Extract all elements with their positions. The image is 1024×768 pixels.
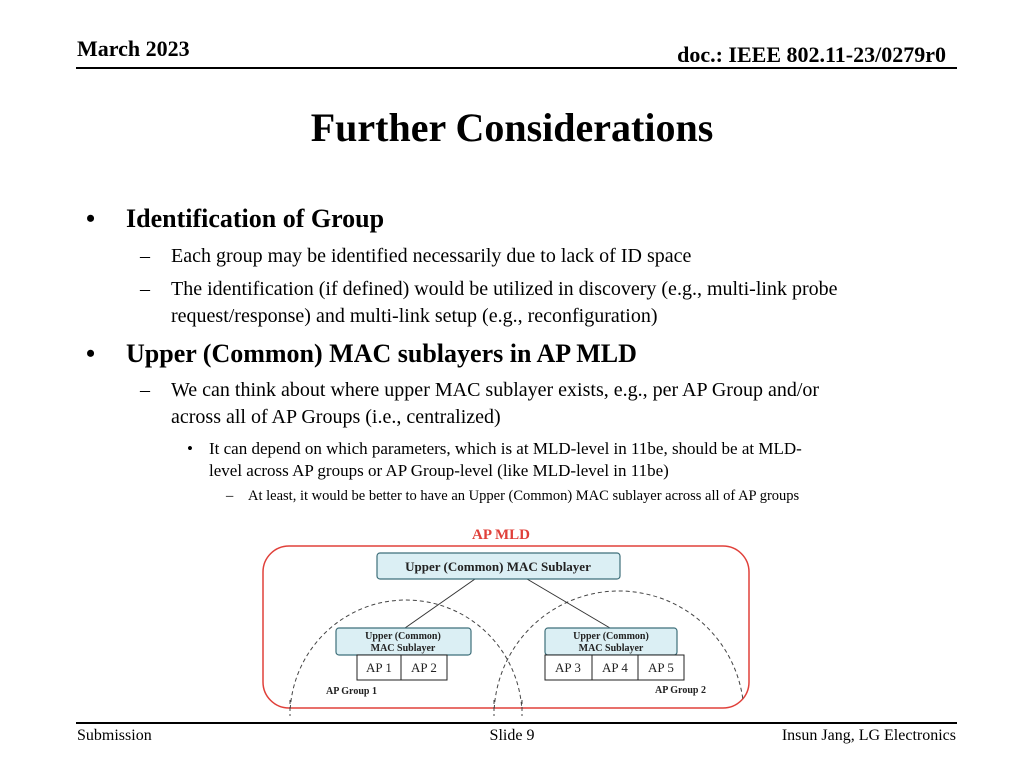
header-date: March 2023 — [77, 36, 190, 61]
slide-title: Further Considerations — [310, 105, 714, 150]
top-upper-mac-sublayer-label: Upper (Common) MAC Sublayer — [405, 559, 591, 574]
ap-mld-label: AP MLD — [472, 527, 530, 543]
connector-line — [527, 579, 610, 628]
ap-5-label: AP 5 — [648, 660, 674, 675]
subsub-bullet-marker: • — [187, 439, 193, 458]
sub-bullet-id-space: Each group may be identified necessarily due to lack of ID space — [171, 245, 692, 267]
sub-bullet-upper-mac-line1: We can think about where upper MAC sublayer exists, e.g., per AP Group and/or — [171, 379, 820, 401]
group-2-sublayer-line1: Upper (Common) — [573, 631, 649, 642]
ap-3-label: AP 3 — [555, 660, 581, 675]
bullet-upper-mac-sublayers: Upper (Common) MAC sublayers in AP MLD — [126, 339, 637, 368]
subsubsub-bullet-marker: – — [226, 488, 234, 504]
subsub-bullet-parameters-line2: level across AP groups or AP Group-level (like MLD-level in 11be) — [209, 461, 669, 480]
ap-group-2-label: AP Group 2 — [655, 685, 706, 696]
ap-group-1-label: AP Group 1 — [326, 686, 377, 697]
group-1-sublayer-line1: Upper (Common) — [365, 631, 441, 642]
sub-bullet-marker: – — [140, 379, 150, 401]
bullet-marker: • — [86, 204, 96, 233]
group-1-sublayer-line2: MAC Sublayer — [370, 643, 436, 654]
sub-bullet-marker: – — [140, 245, 150, 267]
bullet-marker: • — [86, 339, 96, 368]
sub-bullet-marker: – — [140, 278, 150, 300]
sub-bullet-upper-mac-line2: across all of AP Groups (i.e., centralized) — [171, 406, 501, 428]
ap-2-label: AP 2 — [411, 660, 437, 675]
group-2-sublayer-line2: MAC Sublayer — [578, 643, 644, 654]
connector-line — [405, 579, 475, 628]
sub-bullet-discovery-line2: request/response) and multi-link setup (e.g., reconfiguration) — [171, 305, 658, 327]
subsub-bullet-parameters-line1: It can depend on which parameters, which is at MLD-level in 11be, should be at MLD- — [209, 439, 802, 458]
header-doc-id: doc.: IEEE 802.11-23/0279r0 — [677, 42, 946, 67]
subsubsub-bullet-common-sublayer: At least, it would be better to have an Upper (Common) MAC sublayer across all of AP groups — [248, 488, 800, 504]
footer-slide-number: Slide 9 — [489, 727, 535, 744]
footer-author: Insun Jang, LG Electronics — [781, 727, 956, 744]
sub-bullet-discovery-line1: The identification (if defined) would be utilized in discovery (e.g., multi-link probe — [171, 278, 838, 300]
bullet-identification-of-group: Identification of Group — [126, 204, 385, 233]
ap-4-label: AP 4 — [602, 660, 628, 675]
ap-1-label: AP 1 — [366, 660, 392, 675]
footer-submission: Submission — [77, 727, 152, 744]
footer-rule — [76, 722, 957, 724]
